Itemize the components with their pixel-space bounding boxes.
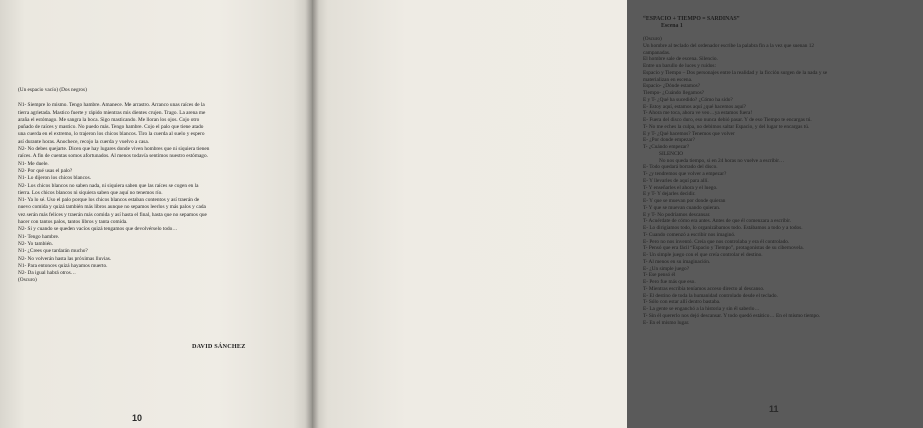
- dialogue-block: [18, 102, 284, 284]
- text-line: T- Ese pensó él: [643, 272, 676, 279]
- text-line: N1- Lo dijeron los chicos blancos.: [18, 175, 91, 182]
- text-line: T- Y enseñarles el ahora y el luego.: [643, 184, 718, 191]
- text-line: puñado de raíces y mastico. No puedo más. Tengo hambre. Cojo el palo que tiene atado: [18, 124, 204, 131]
- text-line: N2- Si y cuando se queden vacíos quizá tengamos que devolvérselo todo…: [18, 226, 178, 233]
- text-line: hacer con tantos palos, tantos libros y tanta comida.: [18, 219, 128, 226]
- text-line: N1- Tengo hambre.: [18, 233, 60, 240]
- text-line: (Oscuro): [18, 277, 37, 284]
- text-line: T- Ahora me toca, ahora ve veo…ya estamos fuera!: [643, 110, 753, 117]
- left-page: [0, 0, 312, 428]
- paragraph-gap: [18, 94, 284, 102]
- text-line: E y T- ¿Qué hacemos? Tenemos que volver: [643, 130, 735, 137]
- text-line: E y T- ¿Qué ha sucedido? ¿Cómo ha sido?: [643, 96, 733, 103]
- text-line: SILENCIO: [659, 150, 684, 157]
- text-line: N1- Siempre lo mismo. Tengo hambre. Amanece. Me arrastro. Arranco unas raíces de la: [18, 102, 205, 109]
- text-line: T- Al menos en su imaginación.: [643, 258, 711, 265]
- text-line: tierra agrietada. Mastico fuerte y rápido mientras mis dientes crujen. Trago. La arena me: [18, 109, 206, 116]
- text-line: N1- Para entonces quizá hayamos muerto.: [18, 262, 108, 269]
- text-line: nuevo comida y quizá también más libros aunque no sepamos leerlos y más palos y cada: [18, 204, 206, 211]
- text-line: T- Pensó que era fácil “Espacio y Tiempo”, protagonistas de su cibernovela.: [643, 245, 804, 252]
- right-page-text: [643, 16, 923, 326]
- page-number-right: 11: [769, 404, 779, 414]
- text-line: E- Pero fue más que eso.: [643, 279, 696, 285]
- page-number-left: 10: [132, 413, 143, 423]
- text-line: E y T- Y dejarles decidir.: [643, 191, 696, 198]
- text-line: E- Lo dirigíamos todo, lo organizábamos todo. Estábamos a todo y a todos.: [643, 225, 803, 231]
- text-line: E- Fuera del disco duro, eso nunca debió pasar. Y de eso Tiempo te encargas tú.: [643, 117, 812, 123]
- text-line: E- Un simple juego con el que creía controlar el destino.: [643, 252, 763, 258]
- text-line: T- ¿y tendremos que volver a empezar?: [643, 171, 727, 177]
- text-line: T- Acuérdate de cómo era antes. Antes de que él comenzara a escribir.: [643, 218, 792, 225]
- text-line: campanadas.: [643, 49, 671, 56]
- text-line: T- No me eches la culpa, no debimos saltar Espacio, y del lugar te encargas tú.: [643, 123, 810, 130]
- text-line: E- Y llevarles de aquí para allí.: [643, 177, 709, 184]
- text-line: E- ¿Un simple juego?: [643, 265, 690, 272]
- text-line: E- Estoy aquí, estamos aquí ¿qué hacemos aquí?: [643, 103, 746, 110]
- text-line: E y T- No podríamos descansar.: [643, 211, 711, 218]
- text-line: T- Cuando comenzó a escribir nos imaginó.: [643, 231, 736, 238]
- text-line: T- Sólo con estar allí dentro bastaba.: [643, 299, 721, 306]
- text-line: Tiempo- ¿Cuándo llegamos?: [643, 90, 705, 96]
- text-line: T- Mientras escribía teníamos acceso directo al descanso.: [643, 285, 765, 292]
- text-line: una cuerda en el extremo, lo trajeron los chicos blancos. Tiro la cuerda al suelo y espero: [18, 131, 205, 138]
- text-line: N2- No debes quejarte. Dicen que hay lugares donde viven hombres que ni siquiera tienen: [18, 146, 210, 153]
- text-line: N1- ¿Crees que tardarán mucho?: [18, 248, 88, 255]
- text-line: N2- No volverán hasta las próximas lluvias.: [18, 255, 112, 262]
- author-name: DAVID SÁNCHEZ: [192, 343, 246, 350]
- text-line: N2- Da igual habrá otros…: [18, 270, 76, 277]
- text-line: vez serán más felices y traerán más comida y así hasta el final, hasta que no sepamos que: [18, 211, 207, 218]
- text-line: N2- Los chicos blancos no saben nada, ni siquiera saben que las raíces se cogen en la: [18, 182, 199, 189]
- text-line: E- Y que se muevan por donde quieran: [643, 198, 726, 204]
- play-title: “ESPACIO + TIEMPO = SARDINAS”: [643, 16, 740, 22]
- text-line: (Oscuro): [643, 36, 662, 42]
- text-line: N1- Ya lo sé. Uso el palo porque los chicos blancos estaban contentos y así traerán de: [18, 197, 200, 204]
- text-line: T- Y que se muevan cuando quieran.: [643, 204, 721, 211]
- stage-direction: (Un espacio vacío) (Dos negros): [18, 87, 87, 93]
- text-line: E- Todo quedará borrado del disco.: [643, 164, 718, 171]
- text-line: así durante horas. Anochece, recojo la cuerda y vuelvo a casa.: [18, 138, 150, 145]
- text-line: T- ¿Cuándo empezar?: [643, 144, 690, 150]
- scene-heading: Escena 1: [661, 23, 683, 29]
- text-line: Entre un barullo de luces y ruidos:: [643, 63, 716, 69]
- text-line: tierra. Los chicos blancos ni siquiera saben que aquí no tenemos río.: [18, 189, 163, 196]
- text-line: No nos queda tiempo, si en 24 horas no vuelve a escribir…: [659, 157, 785, 164]
- text-line: Espacio- ¿Dónde estamos?: [643, 83, 701, 90]
- text-line: N1- Me duele.: [18, 160, 49, 167]
- right-page: [312, 0, 828, 428]
- script-block: [643, 36, 923, 326]
- text-line: E- Pero no nos inventó. Creía que nos controlaba y era él controlado.: [643, 238, 790, 245]
- text-line: E- El destino de toda la humanidad controlado desde el teclado.: [643, 292, 778, 299]
- text-line: Un hombre al teclado del ordenador escribe la palabra fin a la vez que suenan 12: [643, 42, 815, 49]
- left-page-text: [18, 87, 284, 285]
- text-line: N2- Yo también.: [18, 240, 54, 247]
- text-line: Espacio y Tiempo – Dos personajes entre la realidad y la ficción surgen de la nada y se: [643, 69, 828, 76]
- text-line: raíces. A fin de cuentas somos afortunados. Al menos todavía sentimos nuestro estómago.: [18, 153, 208, 160]
- text-line: araña el estómago. Me sangra la boca. Sigo masticando. Me lloran los ojos. Cojo otro: [18, 116, 200, 123]
- text-line: T- Sin él quererlo nos dejó descansar. Y todo quedó estático… En el mismo tiempo.: [643, 312, 821, 319]
- text-line: materializan en escena.: [643, 76, 693, 83]
- text-line: E- ¿Por donde empezar?: [643, 137, 695, 144]
- text-line: E- La gente se enganchó a la historia y sin él saberlo…: [643, 306, 760, 312]
- text-line: El hombre sale de escena. Silencio.: [643, 56, 718, 63]
- text-line: E- En el mismo lugar.: [643, 319, 690, 326]
- text-line: N2- Por qué usas el palo?: [18, 167, 73, 174]
